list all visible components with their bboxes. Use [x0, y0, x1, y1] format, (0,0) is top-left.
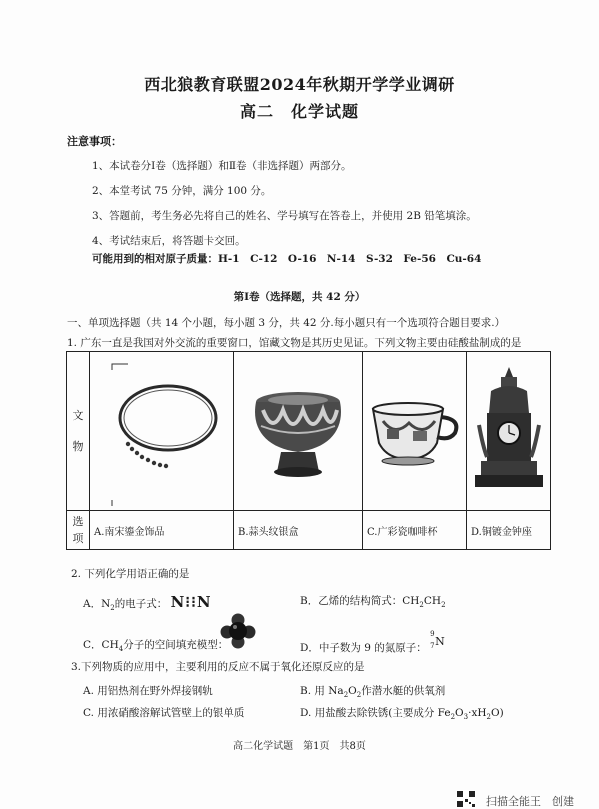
notes-heading: 注意事项： [67, 135, 122, 148]
note-item: 2、本堂考试 75 分钟，满分 100 分。 [92, 185, 272, 197]
question-2-stem: 2. 下列化学用语正确的是 [71, 568, 190, 580]
exam-title: 西北狼教育联盟2024年秋期开学学业调研 [144, 75, 455, 94]
part-heading: 一、单项选择题（共 14 个小题，每小题 3 分，共 42 分.每小题只有一个选项符合题目要求.） [67, 317, 506, 329]
q3-option-b[interactable]: B. 用 $Na_2O_2$作潜水艇的供氧剂 [300, 685, 446, 700]
exam-subtitle: 高二 化学试题 [239, 102, 359, 121]
porcelain-cup-icon [365, 381, 465, 481]
atomic-masses: 可能用到的相对原子质量：H-1 C-12 O-16 N-14 S-32 Fe-56 Cu-64 [92, 253, 482, 265]
row-label-option: 选 项 [67, 511, 90, 550]
note-item: 3、答题前，考生务必先将自己的姓名、学号填写在答卷上，并使用 2B 铅笔填涂。 [92, 210, 477, 222]
question-3-stem: 3.下列物质的应用中，主要利用的反应不属于氧化还原反应的是 [71, 661, 365, 673]
note-item: 4、考试结束后，将答题卡交回。 [92, 235, 246, 247]
option-c[interactable]: C.广彩瓷咖啡杯 [363, 511, 467, 550]
scanner-brand: 扫描全能王 创建 [486, 795, 574, 808]
note-item: 1、本试卷分Ⅰ卷（选择题）和Ⅱ卷（非选择题）两部分。 [92, 160, 352, 172]
option-b[interactable]: B.蒜头纹银盒 [234, 511, 363, 550]
q3-option-d[interactable]: D. 用盐酸去除铁锈(主要成分 $Fe_2O_3\cdot xH_2O$) [300, 707, 504, 722]
q3-option-a[interactable]: A. 用铝热剂在野外焊接钢轨 [83, 685, 213, 697]
q2-option-d[interactable]: D．中子数为 9 的氮原子： 9 7 N [300, 630, 445, 654]
methane-space-filling-model-icon [219, 612, 257, 650]
question-1-stem: 1. 广东一直是我国对外交流的重要窗口，馆藏文物是其历史见证。下列文物主要由硅酸盐制成的是 [67, 337, 522, 349]
q3-option-c[interactable]: C. 用浓硝酸溶解试管壁上的银单质 [83, 707, 245, 719]
option-a[interactable]: A.南宋鎏金饰品 [90, 511, 234, 550]
silver-box-icon [243, 376, 353, 486]
artifact-table [66, 351, 551, 550]
gilded-clock-icon [469, 361, 549, 501]
section-title: 第Ⅰ卷（选择题，共 42 分） [233, 291, 366, 303]
option-d[interactable]: D.铜镀金钟座 [467, 511, 551, 550]
gold-necklace-icon [92, 356, 232, 506]
qr-code-icon [456, 790, 476, 808]
page-footer: 高二化学试题 第1页 共8页 [233, 741, 366, 752]
row-label-artifact: 文 物 [67, 352, 90, 511]
n2-electron-formula: N⁝⁝N [170, 593, 212, 611]
q2-option-b[interactable]: B．乙烯的结构简式：$CH_2CH_2$ [300, 595, 446, 610]
q2-option-c[interactable]: C．$CH_4$分子的空间填充模型： [83, 639, 229, 654]
q2-option-a[interactable]: A．$N_2$的电子式： N⁝⁝N [83, 593, 212, 613]
